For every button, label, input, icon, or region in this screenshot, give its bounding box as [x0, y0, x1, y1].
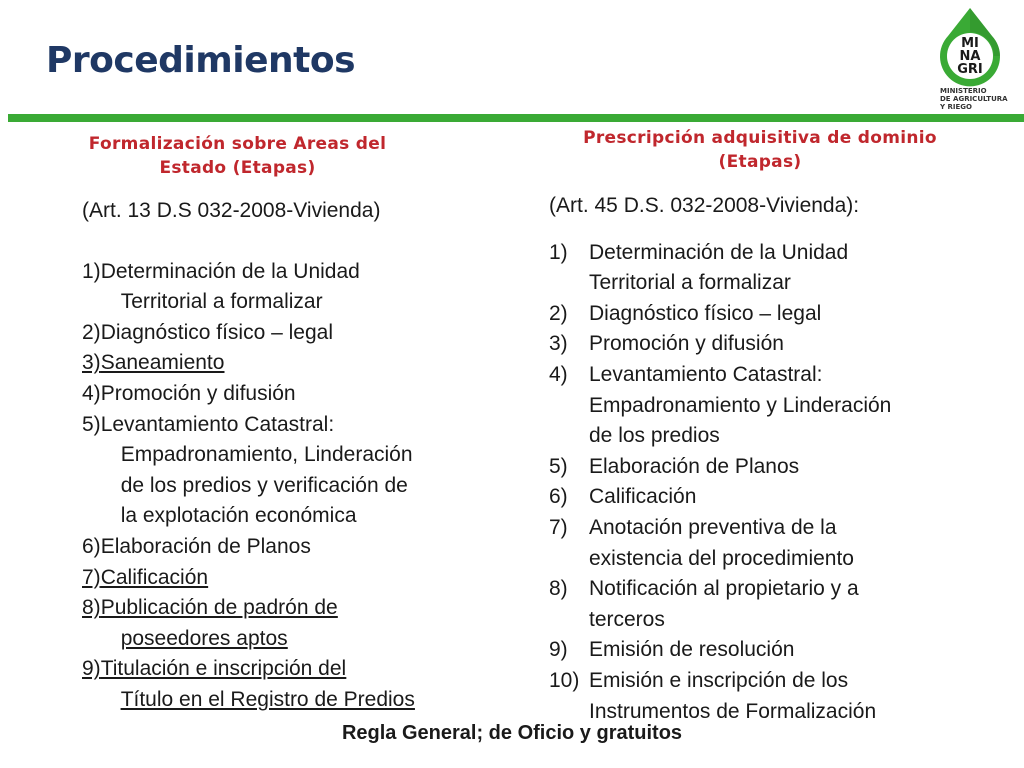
left-step-2	[82, 318, 502, 349]
step-text-cont: Título en el Registro de Predios	[120, 687, 415, 711]
left-heading-line2: Estado (Etapas)	[159, 158, 316, 178]
step-text: Publicación de padrón de	[100, 596, 338, 620]
step-number: 6)	[82, 534, 101, 558]
logo-sub-line1: MINISTERIO	[940, 87, 987, 95]
step-number: 7)	[82, 565, 101, 589]
logo-sub-line2: DE AGRICULTURA	[940, 95, 1008, 103]
right-steps-list	[549, 238, 969, 728]
right-step-6	[549, 482, 969, 513]
step-number: 8)	[549, 577, 568, 601]
step-text: Determinación de la Unidad	[100, 259, 360, 283]
left-step-3	[82, 348, 502, 379]
right-heading-line2: (Etapas)	[718, 152, 802, 172]
left-heading-line1: Formalización sobre Areas del	[88, 134, 387, 154]
step-number: 5)	[549, 454, 568, 478]
step-text-cont: de los predios y verificación de	[120, 473, 408, 497]
step-number: 8)	[82, 596, 101, 620]
step-text: Anotación preventiva de la	[589, 515, 837, 539]
right-step-5	[549, 452, 969, 483]
step-text: Elaboración de Planos	[100, 534, 311, 558]
left-step-4	[82, 379, 502, 410]
logo-text-line1: MI	[961, 36, 979, 51]
step-number: 1)	[82, 259, 101, 283]
left-article: (Art. 13 D.S 032-2008-Vivienda)	[82, 199, 381, 222]
step-text: Promoción y difusión	[589, 332, 784, 356]
step-text: Emisión de resolución	[589, 638, 795, 662]
left-heading	[60, 132, 415, 180]
step-text: Levantamiento Catastral:	[589, 362, 823, 386]
green-divider	[8, 114, 1024, 122]
right-step-3	[549, 329, 969, 360]
step-number: 6)	[549, 485, 568, 509]
step-text-cont: Instrumentos de Formalización	[589, 699, 877, 723]
step-number: 4)	[82, 381, 101, 405]
step-number: 1)	[549, 240, 568, 264]
step-text: Determinación de la Unidad	[589, 240, 849, 264]
left-step-8	[82, 593, 502, 654]
step-number: 7)	[549, 515, 568, 539]
right-step-4	[549, 360, 969, 452]
step-text: Promoción y difusión	[100, 381, 296, 405]
logo-ministry-label	[940, 87, 1008, 111]
left-step-7	[82, 563, 502, 594]
step-text-cont: existencia del procedimiento	[589, 546, 854, 570]
step-number: 3)	[82, 351, 101, 375]
right-step-8	[549, 574, 969, 635]
step-number: 9)	[82, 657, 101, 681]
page-title: Procedimientos	[46, 40, 356, 81]
step-text-cont: Territorial a formalizar	[589, 271, 791, 295]
left-step-6	[82, 532, 502, 563]
step-text: Titulación e inscripción del	[100, 657, 347, 681]
step-text: Levantamiento Catastral:	[100, 412, 335, 436]
step-text-cont: Empadronamiento y Linderación	[589, 393, 892, 417]
right-heading	[555, 126, 965, 174]
step-text: Calificación	[589, 485, 697, 509]
step-text: Diagnóstico físico – legal	[100, 320, 333, 344]
logo-text-line2: NA	[959, 49, 981, 64]
left-steps-list	[82, 257, 502, 716]
right-column	[549, 191, 969, 727]
right-step-2	[549, 299, 969, 330]
step-number: 4)	[549, 362, 568, 386]
left-step-9	[82, 654, 502, 715]
right-article: (Art. 45 D.S. 032-2008-Vivienda):	[549, 194, 860, 217]
step-text: Emisión e inscripción de los	[589, 668, 849, 692]
step-number: 10)	[549, 668, 580, 692]
step-number: 5)	[82, 412, 101, 436]
step-text: Saneamiento	[100, 351, 225, 375]
step-number: 9)	[549, 638, 568, 662]
step-number: 2)	[82, 320, 101, 344]
right-step-10	[549, 666, 969, 727]
step-number: 3)	[549, 332, 568, 356]
step-text: Calificación	[100, 565, 209, 589]
left-column	[82, 196, 502, 716]
step-text-cont: terceros	[589, 607, 665, 631]
step-text: Elaboración de Planos	[589, 454, 800, 478]
right-step-7	[549, 513, 969, 574]
step-text-cont: Empadronamiento, Linderación	[120, 443, 413, 467]
step-text-cont: Territorial a formalizar	[120, 290, 323, 314]
step-text-cont: de los predios	[589, 424, 720, 448]
right-heading-line1: Prescripción adquisitiva de dominio	[583, 128, 937, 148]
logo-text-line3: GRI	[957, 62, 983, 77]
right-step-9	[549, 635, 969, 666]
logo-sub-line3: Y RIEGO	[940, 103, 972, 111]
step-text-cont: poseedores aptos	[120, 626, 288, 650]
step-number: 2)	[549, 301, 568, 325]
step-text: Diagnóstico físico – legal	[589, 301, 822, 325]
step-text: Notificación al propietario y a	[589, 577, 859, 601]
step-text-cont: la explotación económica	[120, 504, 357, 528]
left-step-5	[82, 410, 502, 532]
left-step-1	[82, 257, 502, 318]
right-step-1	[549, 238, 969, 299]
footer-note: Regla General; de Oficio y gratuitos	[341, 722, 683, 744]
